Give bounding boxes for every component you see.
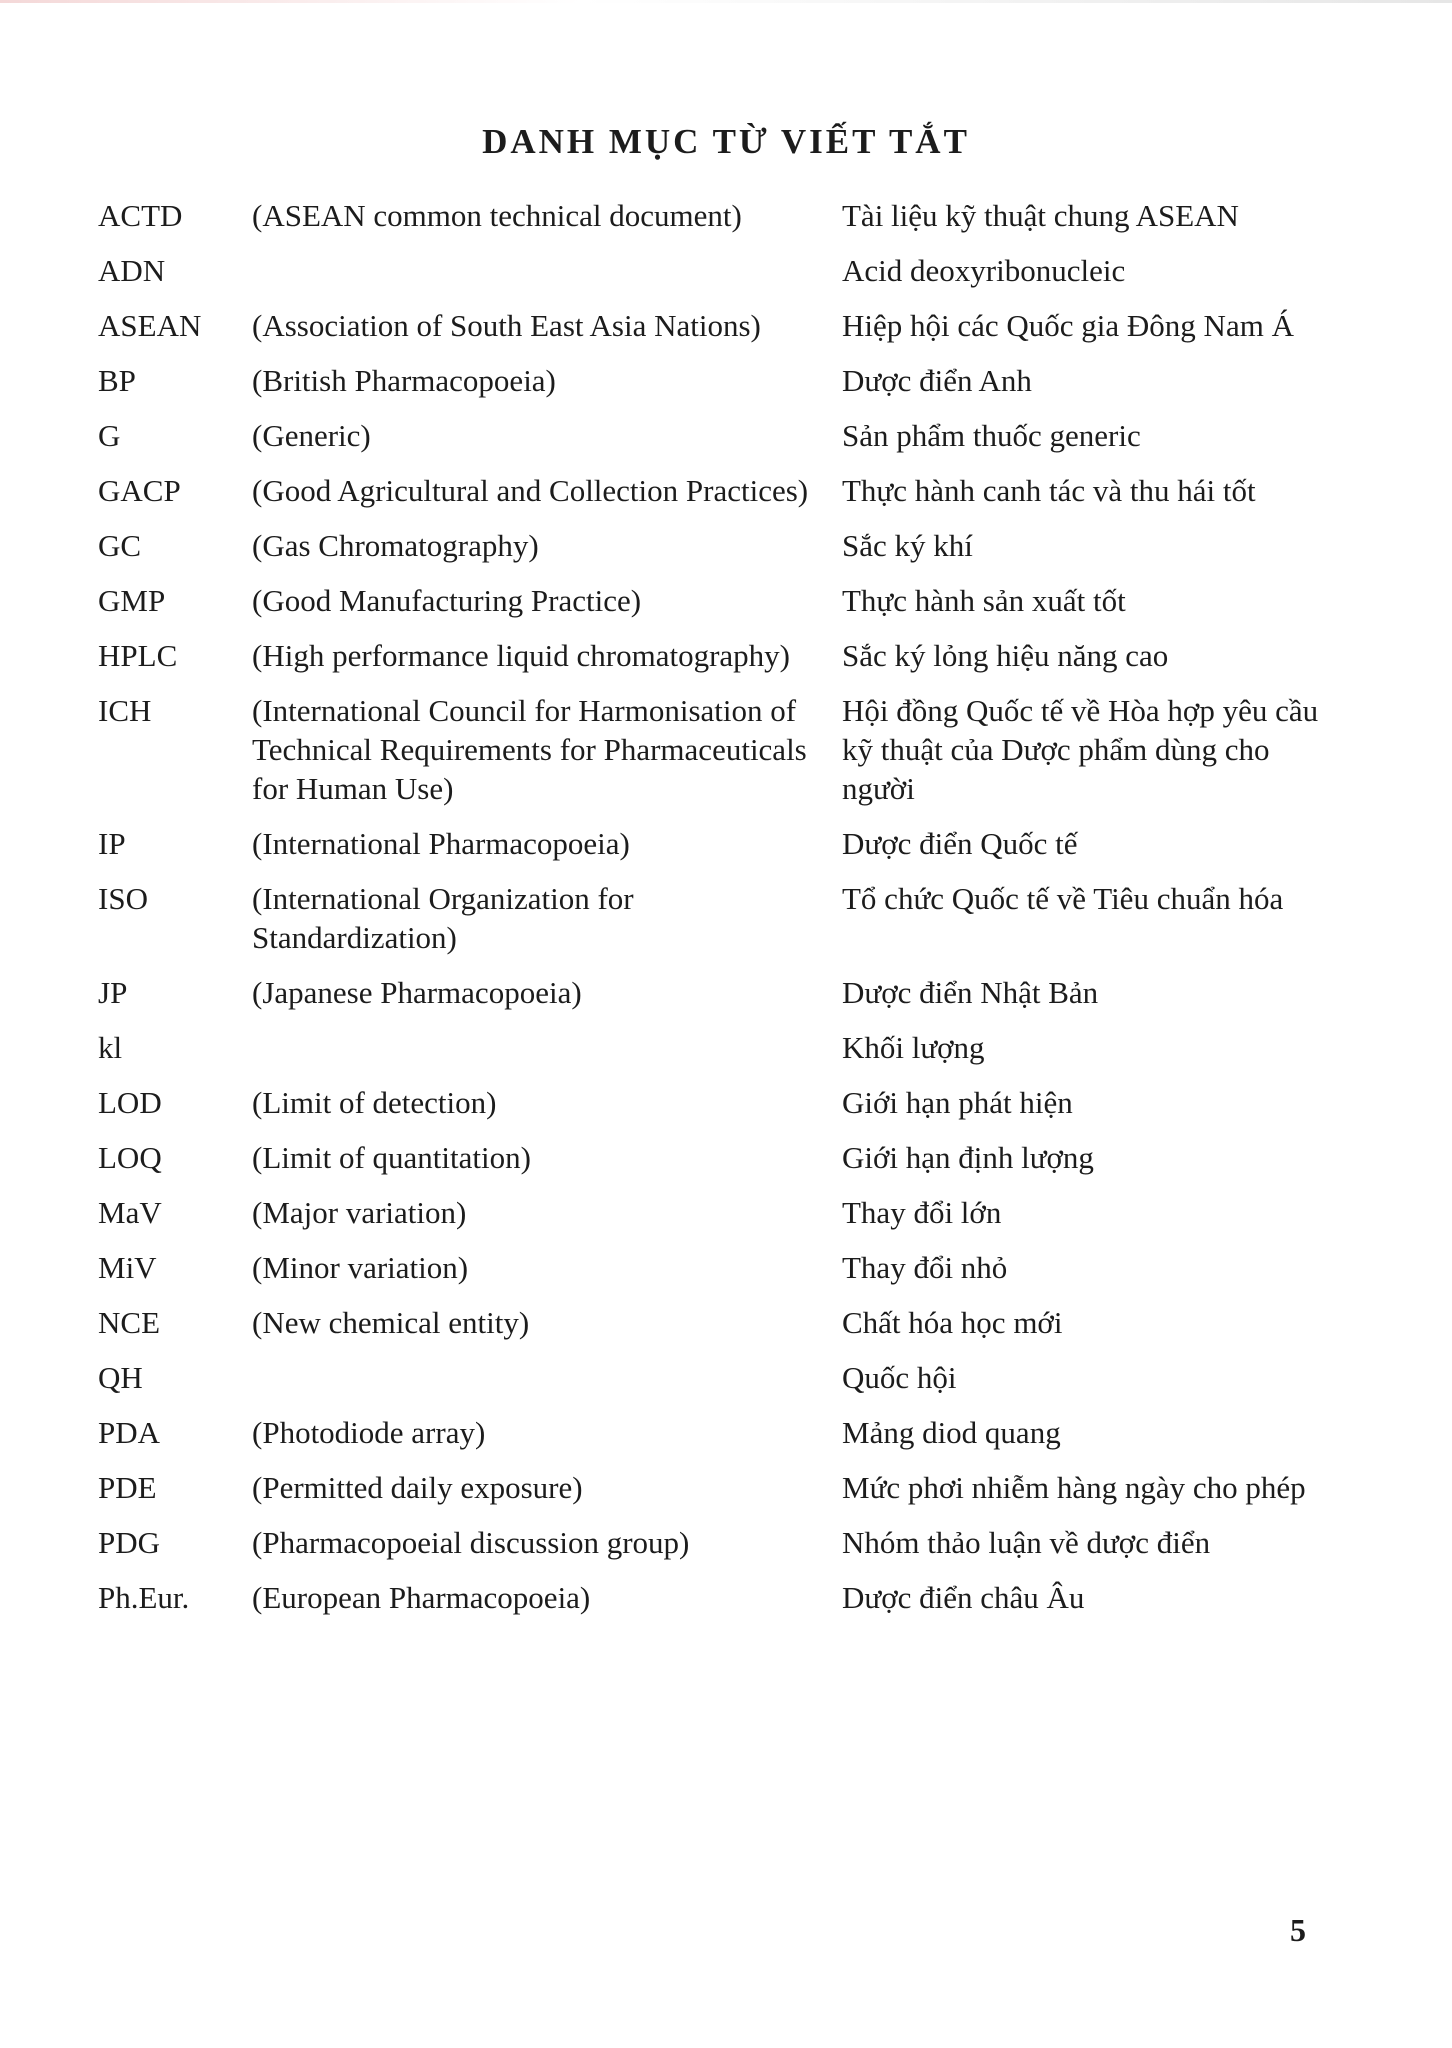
abbreviation: IP — [98, 826, 126, 861]
vietnamese-term: Mảng diod quang — [842, 1415, 1061, 1450]
vietnamese-term: Mức phơi nhiễm hàng ngày cho phép — [842, 1470, 1306, 1505]
table-row — [98, 1083, 1338, 1138]
table-row — [98, 1523, 1338, 1578]
table-row — [98, 1193, 1338, 1248]
abbreviation: HPLC — [98, 638, 178, 673]
english-term: (Pharmacopoeial discussion group) — [252, 1525, 690, 1560]
vietnamese-term: Chất hóa học mới — [842, 1305, 1063, 1340]
vietnamese-term: Dược điển Quốc tế — [842, 826, 1078, 861]
english-term — [252, 1358, 842, 1413]
vietnamese-term: Giới hạn định lượng — [842, 1140, 1094, 1175]
english-term: (Limit of quantitation) — [252, 1140, 531, 1175]
table-row — [98, 691, 1338, 824]
abbreviation: ICH — [98, 693, 152, 728]
abbreviation: kl — [98, 1030, 123, 1065]
english-term: (Major variation) — [252, 1195, 467, 1230]
abbreviation: LOD — [98, 1085, 162, 1120]
vietnamese-term: Hội đồng Quốc tế về Hòa hợp yêu cầu kỹ thuật của Dược phẩm dùng cho người — [842, 693, 1319, 806]
table-row — [98, 1358, 1338, 1413]
english-term: (Good Agricultural and Collection Practices) — [252, 473, 809, 508]
abbreviation: BP — [98, 363, 136, 398]
english-term: (Japanese Pharmacopoeia) — [252, 975, 582, 1010]
vietnamese-term: Dược điển Nhật Bản — [842, 975, 1099, 1010]
english-term: (New chemical entity) — [252, 1305, 530, 1340]
vietnamese-term: Thực hành canh tác và thu hái tốt — [842, 473, 1256, 508]
vietnamese-term: Sắc ký lỏng hiệu năng cao — [842, 638, 1169, 673]
vietnamese-term: Thay đổi lớn — [842, 1195, 1002, 1230]
abbreviation: GC — [98, 528, 142, 563]
english-term: (International Organization for Standardization) — [252, 881, 634, 955]
english-term: (Good Manufacturing Practice) — [252, 583, 642, 618]
abbreviation: JP — [98, 975, 128, 1010]
vietnamese-term: Thực hành sản xuất tốt — [842, 583, 1126, 618]
table-row — [98, 636, 1338, 691]
abbreviation: G — [98, 418, 121, 453]
table-row — [98, 1413, 1338, 1468]
abbreviation: GMP — [98, 583, 166, 618]
table-row — [98, 824, 1338, 879]
english-term: (British Pharmacopoeia) — [252, 363, 556, 398]
english-term: (Association of South East Asia Nations) — [252, 308, 761, 343]
table-row — [98, 581, 1338, 636]
abbreviation: ISO — [98, 881, 148, 916]
abbreviation: ACTD — [98, 198, 183, 233]
vietnamese-term: Dược điển Anh — [842, 363, 1032, 398]
table-row — [98, 526, 1338, 581]
english-term: (Photodiode array) — [252, 1415, 486, 1450]
vietnamese-term: Khối lượng — [842, 1030, 985, 1065]
abbreviation: MiV — [98, 1250, 157, 1285]
vietnamese-term: Thay đổi nhỏ — [842, 1250, 1008, 1285]
abbreviation: Ph.Eur. — [98, 1580, 190, 1615]
english-term: (ASEAN common technical document) — [252, 198, 742, 233]
table-row — [98, 306, 1338, 361]
abbreviation: PDA — [98, 1415, 161, 1450]
vietnamese-term: Giới hạn phát hiện — [842, 1085, 1073, 1120]
scan-edge — [0, 0, 1452, 3]
english-term: (Gas Chromatography) — [252, 528, 539, 563]
vietnamese-term: Hiệp hội các Quốc gia Đông Nam Á — [842, 308, 1294, 343]
english-term — [252, 251, 842, 306]
vietnamese-term: Nhóm thảo luận về dược điển — [842, 1525, 1211, 1560]
table-row — [98, 471, 1338, 526]
english-term: (Limit of detection) — [252, 1085, 497, 1120]
abbreviation: MaV — [98, 1195, 162, 1230]
table-row — [98, 1138, 1338, 1193]
table-row — [98, 879, 1338, 973]
english-term: (European Pharmacopoeia) — [252, 1580, 591, 1615]
page-title: DANH MỤC TỪ VIẾT TẮT — [482, 122, 970, 161]
table-row — [98, 1028, 1338, 1083]
english-term: (Generic) — [252, 418, 371, 453]
table-row — [98, 1248, 1338, 1303]
abbreviation-table-body — [98, 196, 1338, 1633]
table-row — [98, 416, 1338, 471]
abbreviation: NCE — [98, 1305, 160, 1340]
page-number: 5 — [1290, 1912, 1306, 1948]
english-term: (Minor variation) — [252, 1250, 469, 1285]
abbreviation: LOQ — [98, 1140, 162, 1175]
table-row — [98, 251, 1338, 306]
vietnamese-term: Tổ chức Quốc tế về Tiêu chuẩn hóa — [842, 881, 1284, 916]
vietnamese-term: Dược điển châu Âu — [842, 1580, 1085, 1615]
vietnamese-term: Sắc ký khí — [842, 528, 973, 563]
english-term — [252, 1028, 842, 1083]
abbreviation-table — [98, 196, 1338, 1633]
abbreviation: ADN — [98, 253, 166, 288]
english-term: (Permitted daily exposure) — [252, 1470, 583, 1505]
english-term: (International Council for Harmonisation of Technical Requirements for Pharmaceuticals for Human Use) — [252, 693, 807, 806]
vietnamese-term: Quốc hội — [842, 1360, 957, 1395]
table-row — [98, 1303, 1338, 1358]
abbreviation: PDG — [98, 1525, 161, 1560]
vietnamese-term: Acid deoxyribonucleic — [842, 253, 1126, 288]
abbreviation: QH — [98, 1360, 143, 1395]
table-row — [98, 973, 1338, 1028]
english-term: (International Pharmacopoeia) — [252, 826, 630, 861]
abbreviation: ASEAN — [98, 308, 202, 343]
table-row — [98, 1468, 1338, 1523]
english-term: (High performance liquid chromatography) — [252, 638, 791, 673]
vietnamese-term: Tài liệu kỹ thuật chung ASEAN — [842, 198, 1239, 233]
table-row — [98, 196, 1338, 251]
abbreviation: PDE — [98, 1470, 157, 1505]
table-row — [98, 1578, 1338, 1633]
abbreviation: GACP — [98, 473, 181, 508]
table-row — [98, 361, 1338, 416]
vietnamese-term: Sản phẩm thuốc generic — [842, 418, 1141, 453]
